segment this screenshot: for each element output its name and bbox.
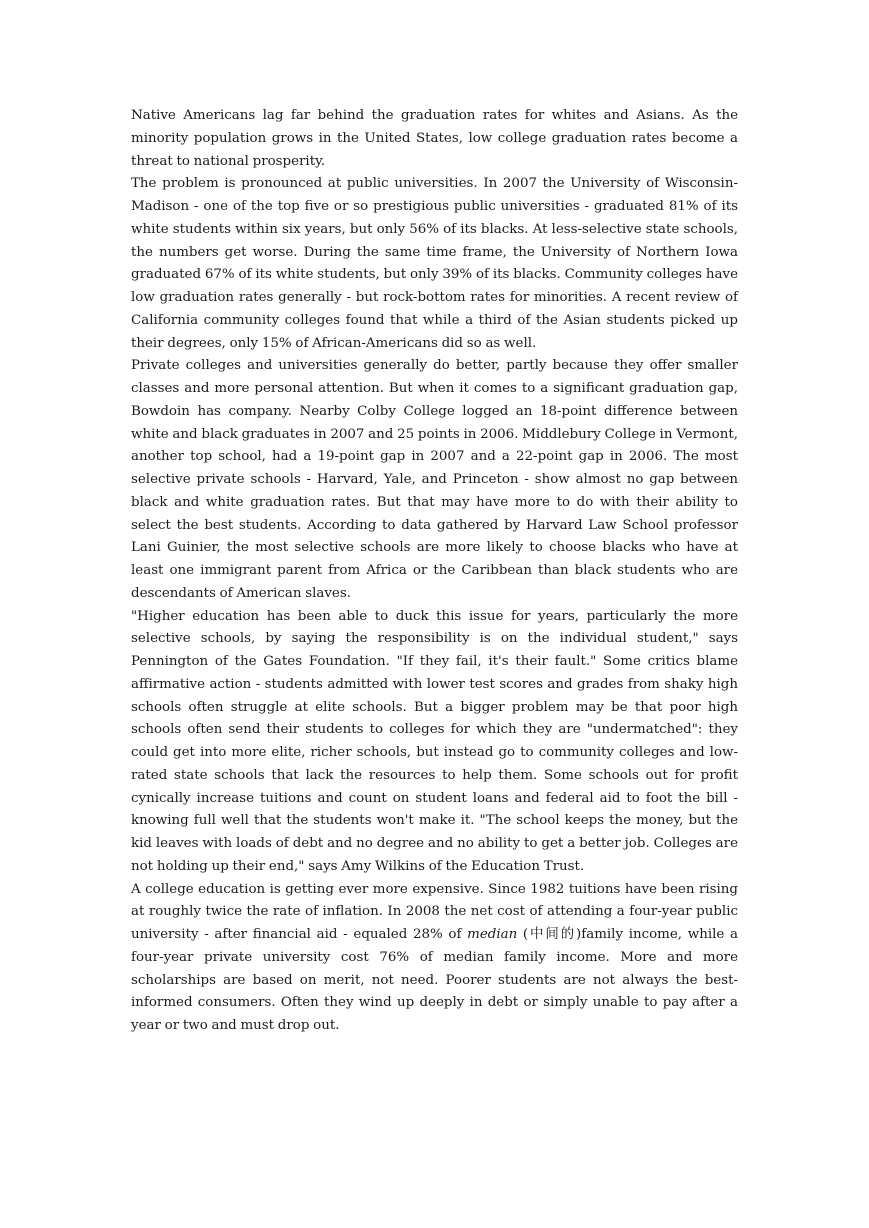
paragraph-graduation-rates-intro: Native Americans lag far behind the graduation rates for whites and Asians. As the minority population grows in the United States, low college graduation rates become a threat to national prosperity.: [131, 108, 738, 169]
paragraph-public-universities: The problem is pronounced at public universities. In 2007 the University of Wisconsin-Madison - one of the top five or so prestigious public universities - graduated 81% of its white students within six years, but only 56% of its blacks. At less-selective state schools, the numbers get worse. During the same time frame, the University of Northern Iowa graduated 67% of its white students, but only 39% of its blacks. Community colleges have low graduation rates generally - but rock-bottom rates for minorities. A recent review of California community colleges found that while a third of the Asian students picked up their degrees, only 15% of African-Americans did so as well.: [131, 176, 738, 351]
college-cost-text-before: A college education is getting ever more expensive. Since 1982 tuitions have been rising at roughly twice the rate of inflation. In 2008 the net cost of attending a four-year public university - after financial aid - equaled 28% of: [131, 881, 738, 942]
college-cost-text-after: (中间的)family income, while a four-year private university cost 76% of median family income. More and more scholarships are based on merit, not need. Poorer students are not always the best-informed consumers. Often they wind up deeply in debt or simply unable to pay after a year or two and must drop out.: [131, 927, 738, 1033]
document-page: [131, 105, 738, 1038]
paragraph-college-cost: [131, 879, 738, 1038]
paragraph-private-colleges: Private colleges and universities generally do better, partly because they offer smaller classes and more personal attention. But when it comes to a significant graduation gap, Bowdoin has company. Nearby Colby College logged an 18-point difference between white and black graduates in 2007 and 25 points in 2006. Middlebury College in Vermont, another top school, had a 19-point gap in 2007 and a 22-point gap in 2006. The most selective private schools - Harvard, Yale, and Princeton - show almost no gap between black and white graduation rates. But that may have more to do with their ability to select the best students. According to data gathered by Harvard Law School professor Lani Guinier, the most selective schools are more likely to choose blacks who have at least one immigrant parent from Africa or the Caribbean than black students who are descendants of American slaves.: [131, 358, 738, 601]
median-italic-word: median: [467, 927, 518, 942]
paragraph-higher-education-quote: "Higher education has been able to duck this issue for years, particularly the more selective schools, by saying the responsibility is on the individual student," says Pennington of the Gates Foundation. "If they fail, it's their fault." Some critics blame affirmative action - students admitted with lower test scores and grades from shaky high schools often struggle at elite schools. But a bigger problem may be that poor high schools often send their students to colleges for which they are "undermatched": they could get into more elite, richer schools, but instead go to community colleges and low-rated state schools that lack the resources to help them. Some schools out for profit cynically increase tuitions and count on student loans and federal aid to foot the bill - knowing full well that the students won't make it. "The school keeps the money, but the kid leaves with loads of debt and no degree and no ability to get a better job. Colleges are not holding up their end," says Amy Wilkins of the Education Trust.: [131, 608, 738, 874]
